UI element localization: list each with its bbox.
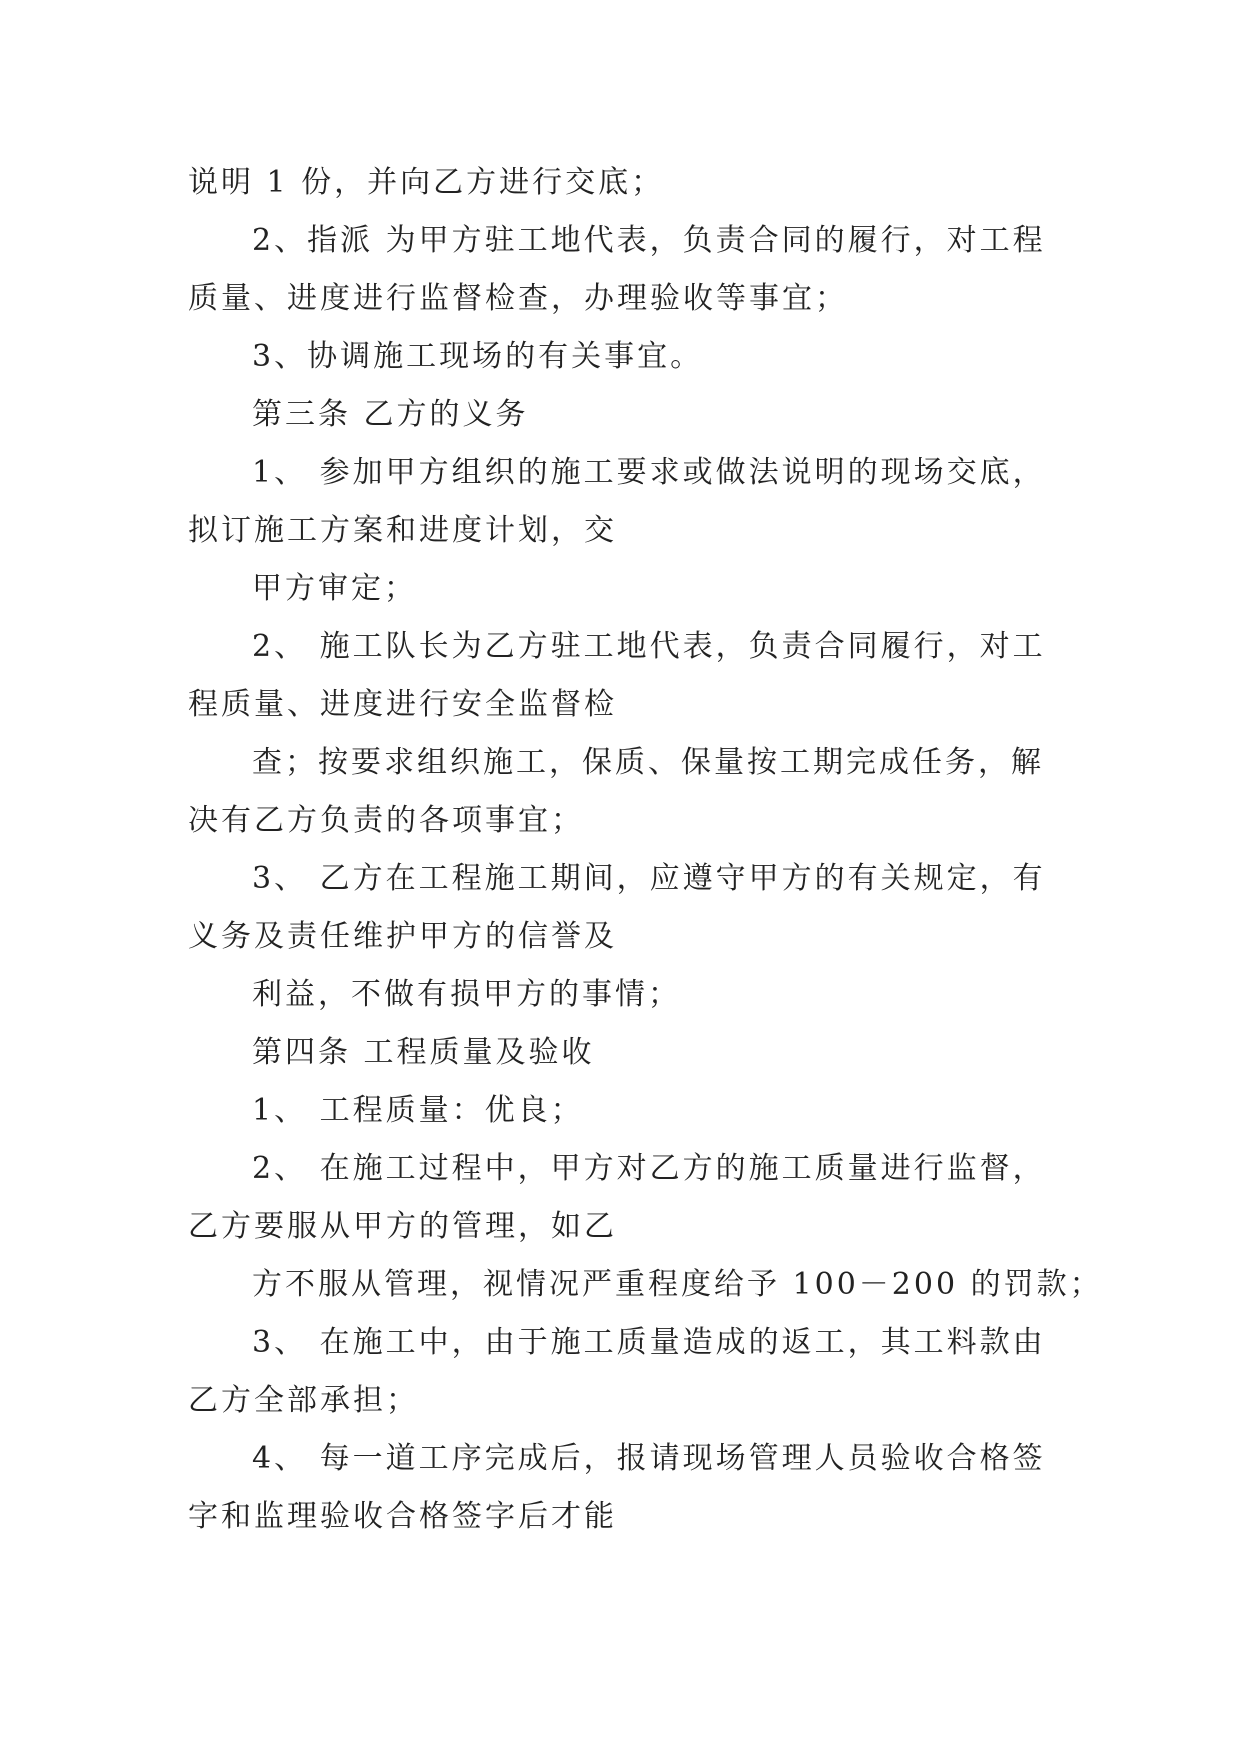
text-line: 利益，不做有损甲方的事情； — [252, 977, 681, 1012]
text-line: 1、 参加甲方组织的施工要求或做法说明的现场交底， — [252, 455, 1046, 490]
section-heading: 第四条 工程质量及验收 — [252, 1035, 595, 1070]
text-line: 乙方要服从甲方的管理，如乙 — [188, 1209, 617, 1244]
text-line: 2、 在施工过程中，甲方对乙方的施工质量进行监督， — [252, 1151, 1046, 1186]
text-line: 甲方审定； — [252, 571, 417, 606]
text-line: 2、指派 为甲方驻工地代表，负责合同的履行，对工程 — [252, 223, 1046, 258]
text-line: 拟订施工方案和进度计划，交 — [188, 513, 617, 548]
text-line: 质量、进度进行监督检查，办理验收等事宜； — [188, 281, 848, 316]
text-line: 义务及责任维护甲方的信誉及 — [188, 919, 617, 954]
text-line: 1、 工程质量：优良； — [252, 1093, 584, 1128]
text-line: 2、 施工队长为乙方驻工地代表，负责合同履行，对工 — [252, 629, 1046, 664]
text-line: 查；按要求组织施工，保质、保量按工期完成任务，解 — [252, 745, 1044, 780]
text-line: 字和监理验收合格签字后才能 — [188, 1499, 617, 1534]
text-line: 4、 每一道工序完成后，报请现场管理人员验收合格签 — [252, 1441, 1046, 1476]
text-line: 3、 在施工中，由于施工质量造成的返工，其工料款由 — [252, 1325, 1046, 1360]
text-line: 3、 乙方在工程施工期间，应遵守甲方的有关规定，有 — [252, 861, 1046, 896]
text-line: 乙方全部承担； — [188, 1383, 419, 1418]
text-line: 决有乙方负责的各项事宜； — [188, 803, 584, 838]
text-line: 说明 1 份，并向乙方进行交底； — [188, 165, 665, 200]
text-line: 程质量、进度进行安全监督检 — [188, 687, 617, 722]
text-line: 3、协调施工现场的有关事宜。 — [252, 339, 704, 374]
text-line: 方不服从管理，视情况严重程度给予 100－200 的罚款； — [252, 1267, 1103, 1302]
section-heading: 第三条 乙方的义务 — [252, 397, 529, 432]
